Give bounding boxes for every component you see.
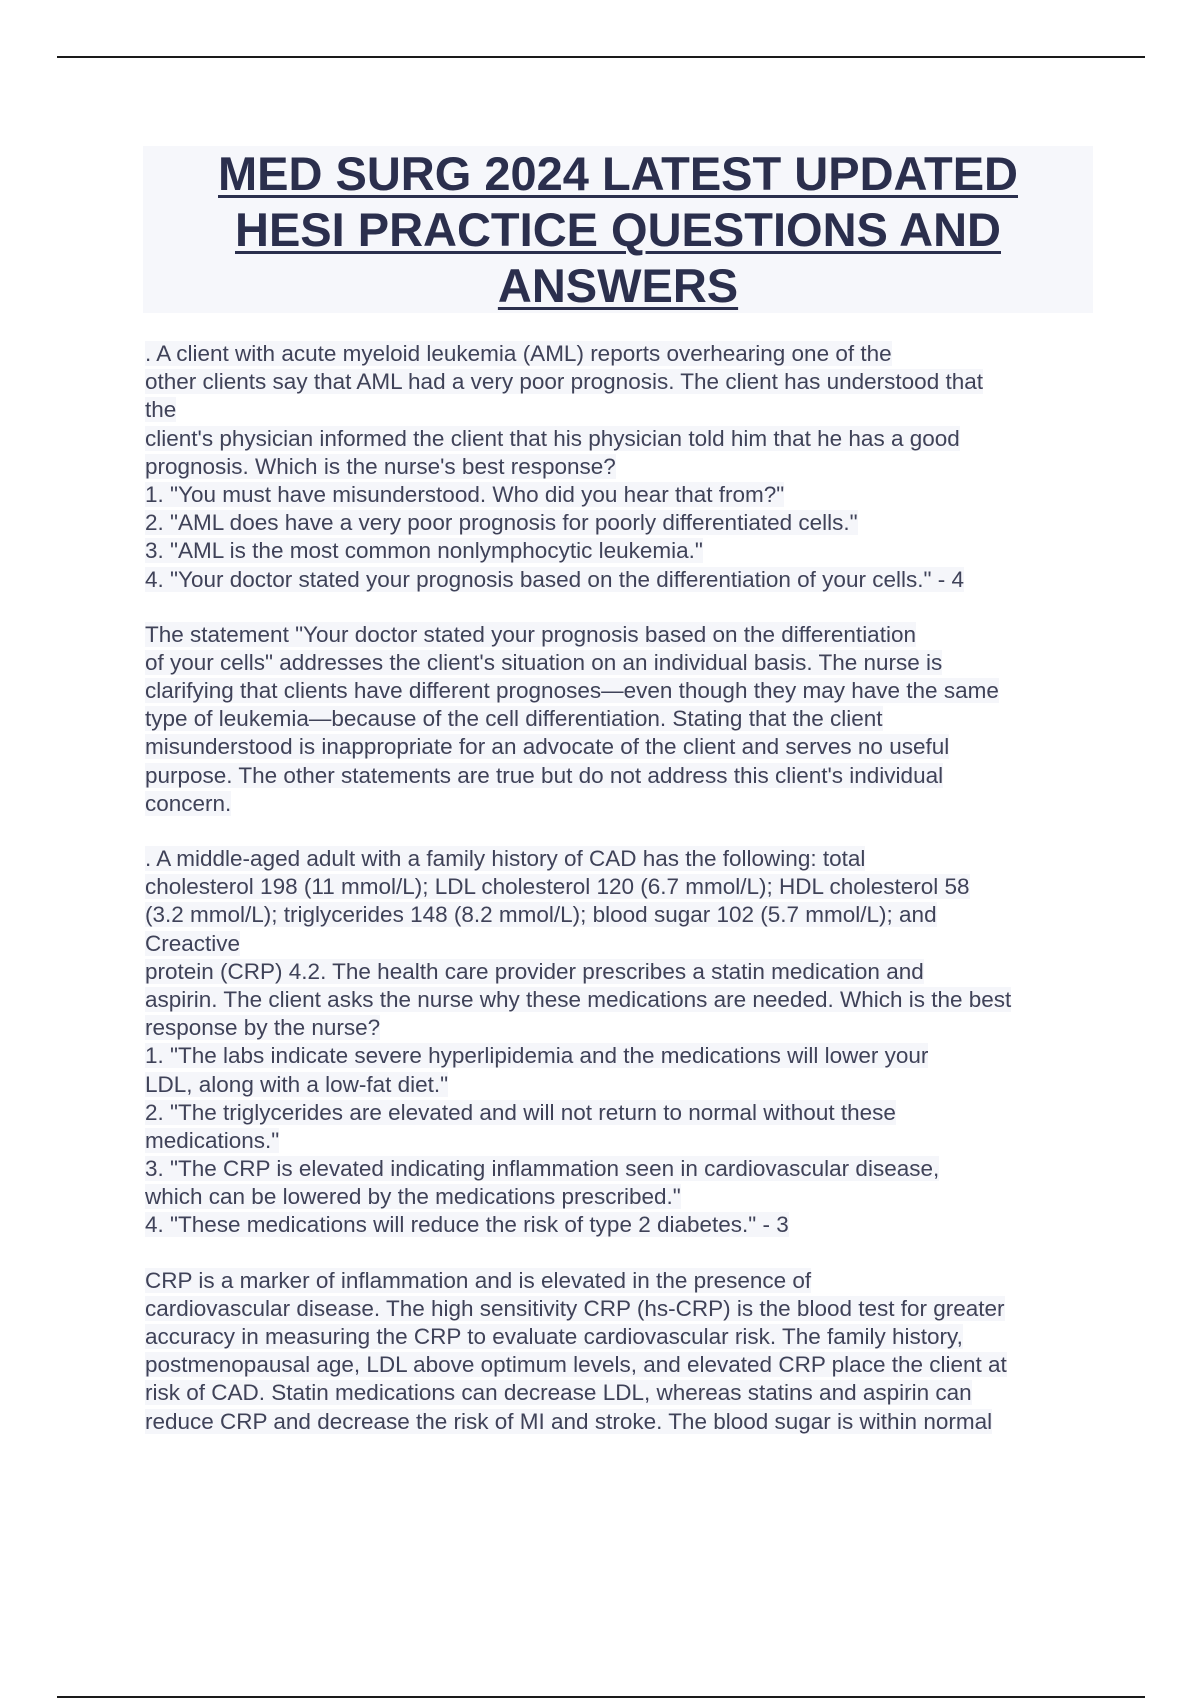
text-line: of your cells" addresses the client's situation on an individual basis. The nurse is	[145, 649, 943, 675]
text-line: aspirin. The client asks the nurse why these medications are needed. Which is the best	[145, 986, 1012, 1012]
text-line: Creactive	[145, 930, 241, 956]
text-line: protein (CRP) 4.2. The health care provider prescribes a statin medication and	[145, 958, 924, 984]
document-body	[145, 340, 1095, 1436]
text-line: . A client with acute myeloid leukemia (AML) reports overhearing one of the	[145, 341, 892, 366]
text-line: CRP is a marker of inflammation and is elevated in the presence of	[145, 1267, 812, 1293]
paragraph-gap	[145, 818, 1095, 845]
text-line: other clients say that AML had a very poor prognosis. The client has understood that	[145, 369, 983, 395]
title-line: HESI PRACTICE QUESTIONS AND	[235, 203, 1001, 256]
answer-option: 3. "AML is the most common nonlymphocytic leukemia."	[145, 538, 703, 564]
paragraph-gap	[145, 1240, 1095, 1267]
answer-option: medications."	[145, 1127, 280, 1153]
answer-option: 2. "The triglycerides are elevated and will not return to normal without these	[145, 1099, 896, 1125]
text-line: clarifying that clients have different prognoses—even though they may have the same	[145, 678, 999, 704]
text-line: client's physician informed the client that his physician told him that he has a good	[145, 425, 960, 451]
text-line: concern.	[145, 790, 232, 816]
paragraph-gap	[145, 594, 1095, 621]
document-title	[143, 146, 1093, 313]
header-rule	[57, 56, 1145, 58]
text-line: cholesterol 198 (11 mmol/L); LDL cholesterol 120 (6.7 mmol/L); HDL cholesterol 58	[145, 874, 970, 900]
text-line: postmenopausal age, LDL above optimum levels, and elevated CRP place the client at	[145, 1352, 1007, 1378]
answer-option: 1. "The labs indicate severe hyperlipidemia and the medications will lower your	[145, 1043, 929, 1069]
rationale-2	[145, 1267, 1095, 1436]
text-line: prognosis. Which is the nurse's best response?	[145, 453, 616, 479]
answer-option: 4. "Your doctor stated your prognosis based on the differentiation of your cells." - 4	[145, 566, 964, 592]
text-line: response by the nurse?	[145, 1015, 381, 1041]
text-line: . A middle-aged adult with a family history of CAD has the following: total	[145, 846, 866, 871]
answer-option: which can be lowered by the medications prescribed."	[145, 1184, 681, 1210]
question-1	[145, 340, 1095, 594]
answer-option: LDL, along with a low-fat diet."	[145, 1071, 449, 1097]
answer-option: 1. "You must have misunderstood. Who did you hear that from?"	[145, 481, 785, 507]
text-line: risk of CAD. Statin medications can decrease LDL, whereas statins and aspirin can	[145, 1380, 972, 1406]
footer-rule	[57, 1696, 1145, 1698]
text-line: The statement "Your doctor stated your prognosis based on the differentiation	[145, 621, 916, 647]
text-line: accuracy in measuring the CRP to evaluate cardiovascular risk. The family history,	[145, 1324, 963, 1349]
text-line: the	[145, 397, 177, 423]
answer-option: 2. "AML does have a very poor prognosis for poorly differentiated cells."	[145, 510, 858, 536]
text-line: reduce CRP and decrease the risk of MI and stroke. The blood sugar is within normal	[145, 1408, 993, 1434]
title-line: ANSWERS	[497, 259, 739, 312]
rationale-1	[145, 621, 1095, 818]
title-line: MED SURG 2024 LATEST UPDATED	[218, 147, 1018, 200]
question-2	[145, 845, 1095, 1240]
text-line: purpose. The other statements are true but do not address this client's individual	[145, 762, 944, 788]
answer-option: 4. "These medications will reduce the risk of type 2 diabetes." - 3	[145, 1212, 789, 1238]
text-line: cardiovascular disease. The high sensitivity CRP (hs-CRP) is the blood test for greater	[145, 1295, 1005, 1321]
text-line: type of leukemia—because of the cell differentiation. Stating that the client	[145, 706, 883, 732]
text-line: (3.2 mmol/L); triglycerides 148 (8.2 mmol/L); blood sugar 102 (5.7 mmol/L); and	[145, 902, 937, 928]
text-line: misunderstood is inappropriate for an advocate of the client and serves no useful	[145, 734, 950, 760]
answer-option: 3. "The CRP is elevated indicating inflammation seen in cardiovascular disease,	[145, 1156, 940, 1182]
